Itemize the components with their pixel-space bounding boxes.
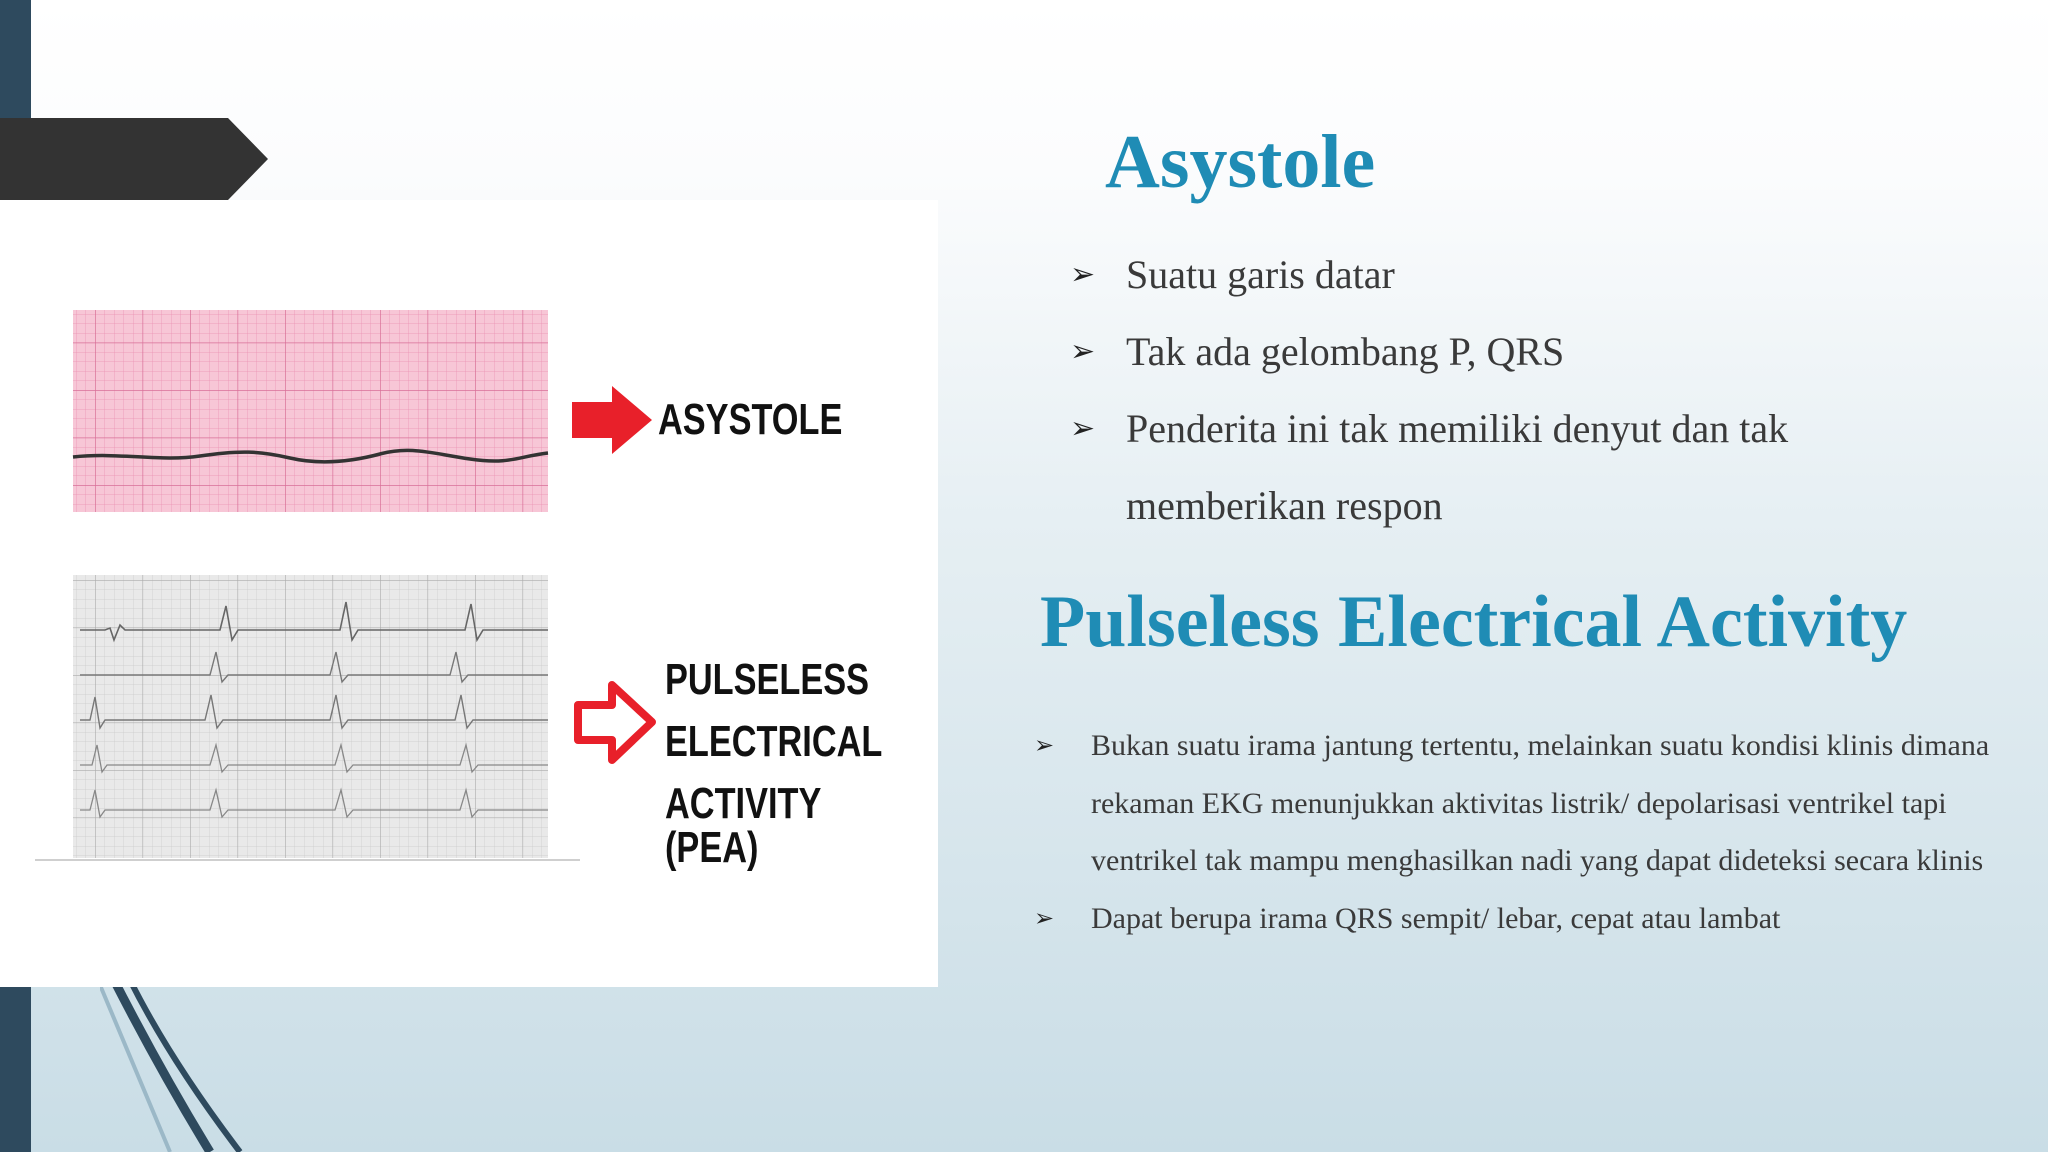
pea-label-line-2: ELECTRICAL: [665, 717, 883, 766]
bullet-arrow-icon: ➢: [1070, 257, 1096, 292]
pea-title: Pulseless Electrical Activity: [1040, 581, 1908, 663]
bullet-arrow-icon: ➢: [1034, 903, 1055, 932]
decorative-curves: [100, 980, 300, 1152]
list-item: ➢ Dapat berupa irama QRS sempit/ lebar, cepat atau lambat: [1034, 890, 1994, 948]
pea-bullet-list: [1034, 717, 1994, 947]
bullet-arrow-icon: ➢: [1070, 411, 1096, 446]
header-arrow-shape: [0, 118, 270, 200]
asystole-ecg-strip: [73, 310, 548, 512]
bullet-arrow-icon: ➢: [1070, 334, 1096, 369]
pea-label-line-3: ACTIVITY (PEA): [665, 779, 821, 872]
asystole-title: Asystole: [1105, 120, 1376, 204]
list-item: ➢ Bukan suatu irama jantung tertentu, melainkan suatu kondisi klinis dimana rekaman EKG menunjukkan aktivitas listrik/ depolarisasi ventrikel tapi ventrikel tak mampu menghasilkan nadi yang dapat dideteksi secara klinis: [1034, 717, 1994, 890]
asystole-label: ASYSTOLE: [658, 395, 843, 444]
list-item: ➢ Suatu garis datar: [1070, 236, 1970, 313]
asystole-red-arrow: [572, 386, 652, 454]
list-item: ➢ Penderita ini tak memiliki denyut dan tak memberikan respon: [1070, 390, 1970, 544]
pea-label-line-1: PULSELESS: [665, 655, 870, 704]
list-item: ➢ Tak ada gelombang P, QRS: [1070, 313, 1970, 390]
ecg-image-panel: [0, 200, 938, 987]
pea-outline-arrow: [578, 685, 652, 760]
pea-ecg-strip: [35, 575, 580, 860]
bullet-arrow-icon: ➢: [1034, 731, 1055, 759]
asystole-bullet-list: [1070, 236, 1970, 544]
